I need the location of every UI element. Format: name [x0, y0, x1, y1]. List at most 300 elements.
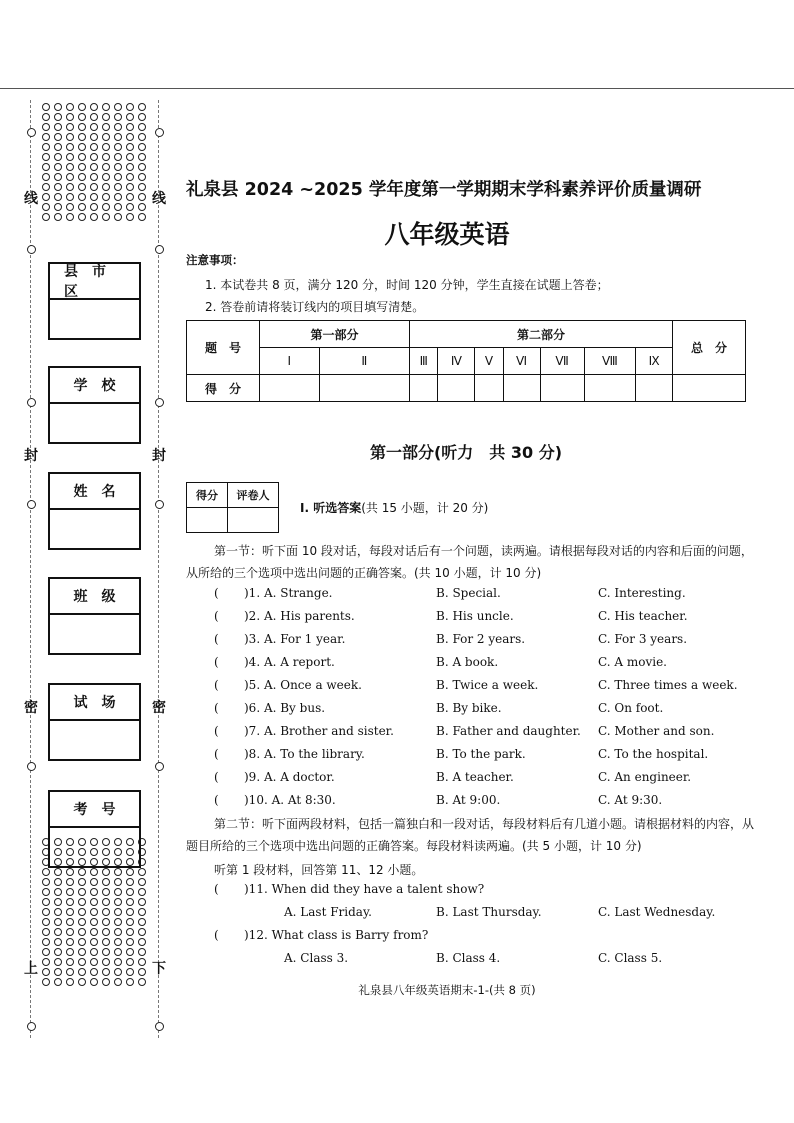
binding-hole [54, 183, 62, 191]
binding-hole [54, 103, 62, 111]
question-option-b: B. Class 4. [436, 951, 501, 965]
binding-hole [78, 183, 86, 191]
binding-hole [126, 958, 134, 966]
binding-hole [42, 878, 50, 886]
question-option-c: C. An engineer. [598, 770, 692, 784]
binding-hole [42, 908, 50, 916]
question-number-header: 题 号 [187, 321, 260, 375]
binding-hole [102, 948, 110, 956]
numeral-cell: Ⅶ [540, 348, 584, 375]
binding-hole [114, 908, 122, 916]
binding-hole [90, 878, 98, 886]
binding-hole [54, 113, 62, 121]
binding-hole [66, 203, 74, 211]
grader-reviewer-cell[interactable] [228, 508, 279, 533]
county-field[interactable] [48, 262, 141, 340]
question-option-b: B. By bike. [436, 701, 502, 715]
binding-hole [114, 898, 122, 906]
question-option-c: C. For 3 years. [598, 632, 688, 646]
question-option-b: B. Last Thursday. [436, 905, 542, 919]
question-option-c: C. Last Wednesday. [598, 905, 716, 919]
numeral-cell: Ⅴ [475, 348, 503, 375]
question-option-b: B. To the park. [436, 747, 526, 761]
name-field[interactable] [48, 472, 141, 550]
binding-hole [114, 918, 122, 926]
answer-bracket[interactable]: ( [214, 747, 219, 761]
binding-ring [155, 128, 164, 137]
binding-hole [90, 103, 98, 111]
binding-hole [114, 133, 122, 141]
binding-hole [42, 183, 50, 191]
section-heading-note: (共 15 小题，计 20 分) [361, 501, 489, 515]
question-stem-row [186, 928, 746, 950]
binding-hole [42, 898, 50, 906]
binding-hole [78, 948, 86, 956]
score-cell[interactable] [503, 375, 540, 402]
binding-hole [138, 163, 146, 171]
binding-ring [155, 762, 164, 771]
question-option-b: B. Special. [436, 586, 501, 600]
binding-hole [54, 868, 62, 876]
question-option-a: )9. A. A doctor. [244, 770, 335, 784]
binding-hole [90, 888, 98, 896]
answer-bracket[interactable]: ( [214, 632, 219, 646]
question-option-c: C. On foot. [598, 701, 664, 715]
binding-hole [42, 868, 50, 876]
county-label: 县市区 [50, 264, 139, 300]
binding-hole [42, 173, 50, 181]
binding-hole [90, 898, 98, 906]
binding-hole [90, 183, 98, 191]
binding-ring [27, 398, 36, 407]
binding-hole [90, 133, 98, 141]
binding-hole [126, 878, 134, 886]
binding-hole [54, 938, 62, 946]
binding-hole [126, 183, 134, 191]
binding-hole [78, 163, 86, 171]
binding-hole [126, 948, 134, 956]
binding-hole [90, 958, 98, 966]
binding-ring [27, 128, 36, 137]
binding-hole [114, 113, 122, 121]
binding-hole [54, 888, 62, 896]
score-cell[interactable] [540, 375, 584, 402]
binding-ring [155, 398, 164, 407]
binding-hole [78, 103, 86, 111]
binding-hole [126, 968, 134, 976]
binding-hole [90, 968, 98, 976]
question-option-a: )6. A. By bus. [244, 701, 326, 715]
answer-bracket[interactable]: ( [214, 678, 219, 692]
binding-hole [78, 928, 86, 936]
binding-hole [54, 133, 62, 141]
section2-instructions: 第二节：听下面两段材料，包括一篇独白和一段对话，每段材料后有几道小题。请根据材料的内容，从题目所给的三个选项中选出问题的正确答案。每段材料读两遍。(共 5 小题，计 10 分) [186, 817, 755, 853]
exam-number-label: 考号 [50, 792, 139, 828]
binding-hole [138, 203, 146, 211]
binding-hole [102, 968, 110, 976]
exam-title: 礼泉县 2024 ~2025 学年度第一学期期末学科素养评价质量调研 [186, 180, 702, 200]
binding-hole [54, 193, 62, 201]
binding-hole [42, 133, 50, 141]
binding-hole [54, 968, 62, 976]
binding-hole [90, 163, 98, 171]
question-row [186, 724, 746, 746]
question-row [186, 747, 746, 769]
binding-hole [42, 163, 50, 171]
binding-hole [138, 958, 146, 966]
binding-hole [126, 908, 134, 916]
binding-hole [138, 868, 146, 876]
binding-hole [42, 103, 50, 111]
binding-hole [126, 113, 134, 121]
grader-table [186, 482, 279, 533]
score-cell[interactable] [636, 375, 673, 402]
score-cell[interactable] [410, 375, 438, 402]
binding-hole [42, 958, 50, 966]
binding-ring [155, 1022, 164, 1031]
binding-hole [54, 918, 62, 926]
answer-bracket[interactable]: ( [214, 793, 219, 807]
question-option-c: C. To the hospital. [598, 747, 709, 761]
material-instructions: 听第 1 段材料，回答第 11、12 小题。 [214, 863, 424, 877]
section1-instructions: 第一节：听下面 10 段对话，每段对话后有一个问题，读两遍。请根据每段对话的内容和后面的问题，从所给的三个选项中选出问题的正确答案。(共 10 小题，计 10 分) [186, 544, 753, 580]
question-options-row [186, 951, 746, 973]
answer-bracket[interactable]: ( [214, 882, 219, 896]
question-option-a: )5. A. Once a week. [244, 678, 362, 692]
answer-bracket[interactable]: ( [214, 770, 219, 784]
binding-ring [27, 500, 36, 509]
binding-hole [78, 123, 86, 131]
binding-hole [54, 163, 62, 171]
binding-hole [90, 868, 98, 876]
binding-hole [126, 193, 134, 201]
section-heading-title: Ⅰ. 听选答案 [300, 501, 362, 515]
school-field[interactable] [48, 366, 141, 444]
question-option-b: B. Father and daughter. [436, 724, 581, 738]
question-option-a: )3. A. For 1 year. [244, 632, 346, 646]
binding-hole [102, 193, 110, 201]
score-cell[interactable] [319, 375, 409, 402]
binding-hole [42, 948, 50, 956]
class-label: 班级 [50, 579, 139, 615]
binding-hole [90, 948, 98, 956]
binding-hole [66, 143, 74, 151]
binding-hole [90, 203, 98, 211]
question-row [186, 586, 746, 608]
question-option-a: )4. A. A report. [244, 655, 335, 669]
binding-hole [66, 113, 74, 121]
binding-hole [66, 888, 74, 896]
binding-hole [66, 193, 74, 201]
answer-bracket[interactable]: ( [214, 724, 219, 738]
score-table [186, 320, 746, 402]
question-option-b: B. Twice a week. [436, 678, 539, 692]
binding-hole [114, 183, 122, 191]
binding-hole [78, 938, 86, 946]
exam-room-label: 试场 [50, 685, 139, 721]
binding-hole [42, 938, 50, 946]
binding-hole [90, 123, 98, 131]
binding-hole [114, 193, 122, 201]
score-cell[interactable] [260, 375, 320, 402]
binding-hole [114, 103, 122, 111]
binding-hole [54, 898, 62, 906]
numeral-cell: Ⅵ [503, 348, 540, 375]
total-score-cell[interactable] [673, 375, 746, 402]
binding-hole [114, 163, 122, 171]
binding-hole [114, 153, 122, 161]
binding-hole [90, 908, 98, 916]
binding-hole [126, 153, 134, 161]
class-field[interactable] [48, 577, 141, 655]
exam-subject: 八年级英语 [384, 220, 510, 249]
binding-hole [102, 203, 110, 211]
binding-hole [138, 948, 146, 956]
numeral-cell: Ⅱ [319, 348, 409, 375]
binding-hole [78, 958, 86, 966]
question-option-b: B. For 2 years. [436, 632, 526, 646]
binding-hole [126, 898, 134, 906]
question-option-a: )10. A. At 8:30. [244, 793, 336, 807]
answer-bracket[interactable]: ( [214, 701, 219, 715]
binding-hole [42, 143, 50, 151]
binding-hole [102, 928, 110, 936]
binding-hole [102, 918, 110, 926]
binding-hole [102, 123, 110, 131]
binding-hole [90, 143, 98, 151]
binding-hole [90, 193, 98, 201]
binding-hole [138, 103, 146, 111]
binding-hole [66, 133, 74, 141]
question-row [186, 678, 746, 700]
binding-hole [54, 203, 62, 211]
score-cell[interactable] [584, 375, 635, 402]
question-option-a: A. Class 3. [284, 951, 349, 965]
binding-hole [102, 113, 110, 121]
question-option-c: C. Class 5. [598, 951, 663, 965]
question-option-a: A. Last Friday. [284, 905, 372, 919]
grader-score-cell[interactable] [187, 508, 228, 533]
binding-ring [27, 762, 36, 771]
question-row [186, 701, 746, 723]
question-option-a: )7. A. Brother and sister. [244, 724, 394, 738]
binding-hole [114, 948, 122, 956]
exam-room-field[interactable] [48, 683, 141, 761]
binding-char-right: 密 [152, 700, 166, 716]
binding-hole [66, 918, 74, 926]
part-title: 第一部分(听力 共 30 分) [369, 443, 563, 462]
school-label: 学校 [50, 368, 139, 404]
binding-hole [42, 928, 50, 936]
binding-hole [126, 868, 134, 876]
binding-hole [78, 113, 86, 121]
binding-hole [78, 878, 86, 886]
binding-hole [78, 868, 86, 876]
question-option-b: B. His uncle. [436, 609, 514, 623]
answer-bracket[interactable]: ( [214, 928, 219, 942]
numeral-cell: Ⅳ [438, 348, 475, 375]
question-stem: )12. What class is Barry from? [244, 928, 429, 942]
binding-hole [138, 143, 146, 151]
binding-hole [102, 173, 110, 181]
binding-hole [138, 938, 146, 946]
binding-hole [126, 918, 134, 926]
answer-bracket[interactable]: ( [214, 609, 219, 623]
binding-hole [138, 918, 146, 926]
binding-hole [102, 183, 110, 191]
binding-hole [78, 908, 86, 916]
part1-header: 第一部分 [260, 321, 410, 348]
numeral-cell: Ⅲ [410, 348, 438, 375]
binding-hole [138, 183, 146, 191]
binding-hole [66, 153, 74, 161]
binding-char-left: 上 [24, 961, 38, 977]
binding-hole [114, 143, 122, 151]
answer-bracket[interactable]: ( [214, 586, 219, 600]
binding-hole [102, 143, 110, 151]
binding-hole [66, 958, 74, 966]
binding-char-right: 封 [152, 448, 166, 464]
question-option-a: )1. A. Strange. [244, 586, 333, 600]
binding-hole [114, 938, 122, 946]
binding-char-right: 下 [152, 961, 166, 977]
binding-hole [66, 878, 74, 886]
binding-char-left: 封 [24, 448, 38, 464]
numeral-cell: Ⅷ [584, 348, 635, 375]
binding-hole [42, 203, 50, 211]
binding-hole [126, 203, 134, 211]
binding-hole [126, 123, 134, 131]
grader-reviewer-label: 评卷人 [228, 483, 279, 508]
binding-hole [42, 123, 50, 131]
binding-hole [78, 143, 86, 151]
page-footer: 礼泉县八年级英语期末-1-(共 8 页) [358, 983, 536, 997]
binding-hole [102, 938, 110, 946]
question-option-c: C. His teacher. [598, 609, 688, 623]
binding-hole [114, 928, 122, 936]
question-option-c: C. At 9:30. [598, 793, 663, 807]
grader-score-label: 得分 [187, 483, 228, 508]
binding-hole [126, 888, 134, 896]
total-header: 总 分 [673, 321, 746, 375]
binding-hole [138, 123, 146, 131]
section-heading [300, 499, 488, 516]
binding-hole [42, 193, 50, 201]
binding-hole [126, 928, 134, 936]
binding-hole [138, 153, 146, 161]
question-option-c: C. Interesting. [598, 586, 686, 600]
binding-hole [42, 888, 50, 896]
name-label: 姓名 [50, 474, 139, 510]
binding-hole [114, 123, 122, 131]
binding-hole [78, 193, 86, 201]
binding-hole [114, 203, 122, 211]
binding-hole [66, 123, 74, 131]
binding-hole [114, 968, 122, 976]
binding-hole [66, 938, 74, 946]
binding-hole [102, 153, 110, 161]
binding-hole [138, 878, 146, 886]
question-row [186, 655, 746, 677]
binding-hole [138, 888, 146, 896]
binding-hole [54, 173, 62, 181]
binding-hole [54, 948, 62, 956]
binding-hole [90, 173, 98, 181]
score-cell[interactable] [475, 375, 503, 402]
question-stem: )11. When did they have a talent show? [244, 882, 485, 896]
binding-hole [66, 908, 74, 916]
note-item: 1. 本试卷共 8 页，满分 120 分，时间 120 分钟，学生直接在试题上答卷； [205, 278, 609, 292]
question-row [186, 632, 746, 654]
binding-hole [126, 173, 134, 181]
binding-hole [90, 938, 98, 946]
binding-hole [138, 113, 146, 121]
binding-hole [138, 173, 146, 181]
binding-hole [102, 878, 110, 886]
binding-hole [126, 938, 134, 946]
binding-hole [66, 928, 74, 936]
question-row [186, 770, 746, 792]
binding-hole [102, 868, 110, 876]
binding-char-left: 线 [24, 191, 38, 207]
question-options-row [186, 905, 746, 927]
part2-header: 第二部分 [410, 321, 673, 348]
score-row-label: 得 分 [187, 375, 260, 402]
binding-hole [102, 908, 110, 916]
question-option-c: C. Three times a week. [598, 678, 738, 692]
binding-hole [138, 908, 146, 916]
binding-hole [42, 113, 50, 121]
binding-hole [102, 103, 110, 111]
binding-hole [66, 103, 74, 111]
binding-hole [54, 143, 62, 151]
binding-hole [102, 958, 110, 966]
binding-ring [155, 500, 164, 509]
binding-hole [138, 193, 146, 201]
question-row [186, 609, 746, 631]
binding-hole [42, 153, 50, 161]
binding-hole [78, 888, 86, 896]
binding-hole [42, 968, 50, 976]
binding-hole [54, 123, 62, 131]
binding-hole [54, 878, 62, 886]
question-row [186, 793, 746, 815]
binding-hole [78, 898, 86, 906]
binding-hole [126, 103, 134, 111]
binding-holes-top [42, 103, 152, 221]
binding-hole [114, 958, 122, 966]
binding-hole [78, 203, 86, 211]
binding-hole [138, 898, 146, 906]
binding-hole [66, 868, 74, 876]
binding-ring [27, 1022, 36, 1031]
question-option-c: C. A movie. [598, 655, 667, 669]
binding-hole [78, 133, 86, 141]
binding-hole [54, 928, 62, 936]
binding-hole [90, 153, 98, 161]
binding-hole [126, 163, 134, 171]
answer-bracket[interactable]: ( [214, 655, 219, 669]
binding-hole [66, 173, 74, 181]
binding-hole [78, 153, 86, 161]
binding-hole [78, 968, 86, 976]
binding-hole [102, 898, 110, 906]
exam-number-field[interactable] [48, 790, 141, 868]
score-cell[interactable] [438, 375, 475, 402]
binding-hole [102, 163, 110, 171]
question-option-b: B. A teacher. [436, 770, 514, 784]
binding-hole [114, 878, 122, 886]
